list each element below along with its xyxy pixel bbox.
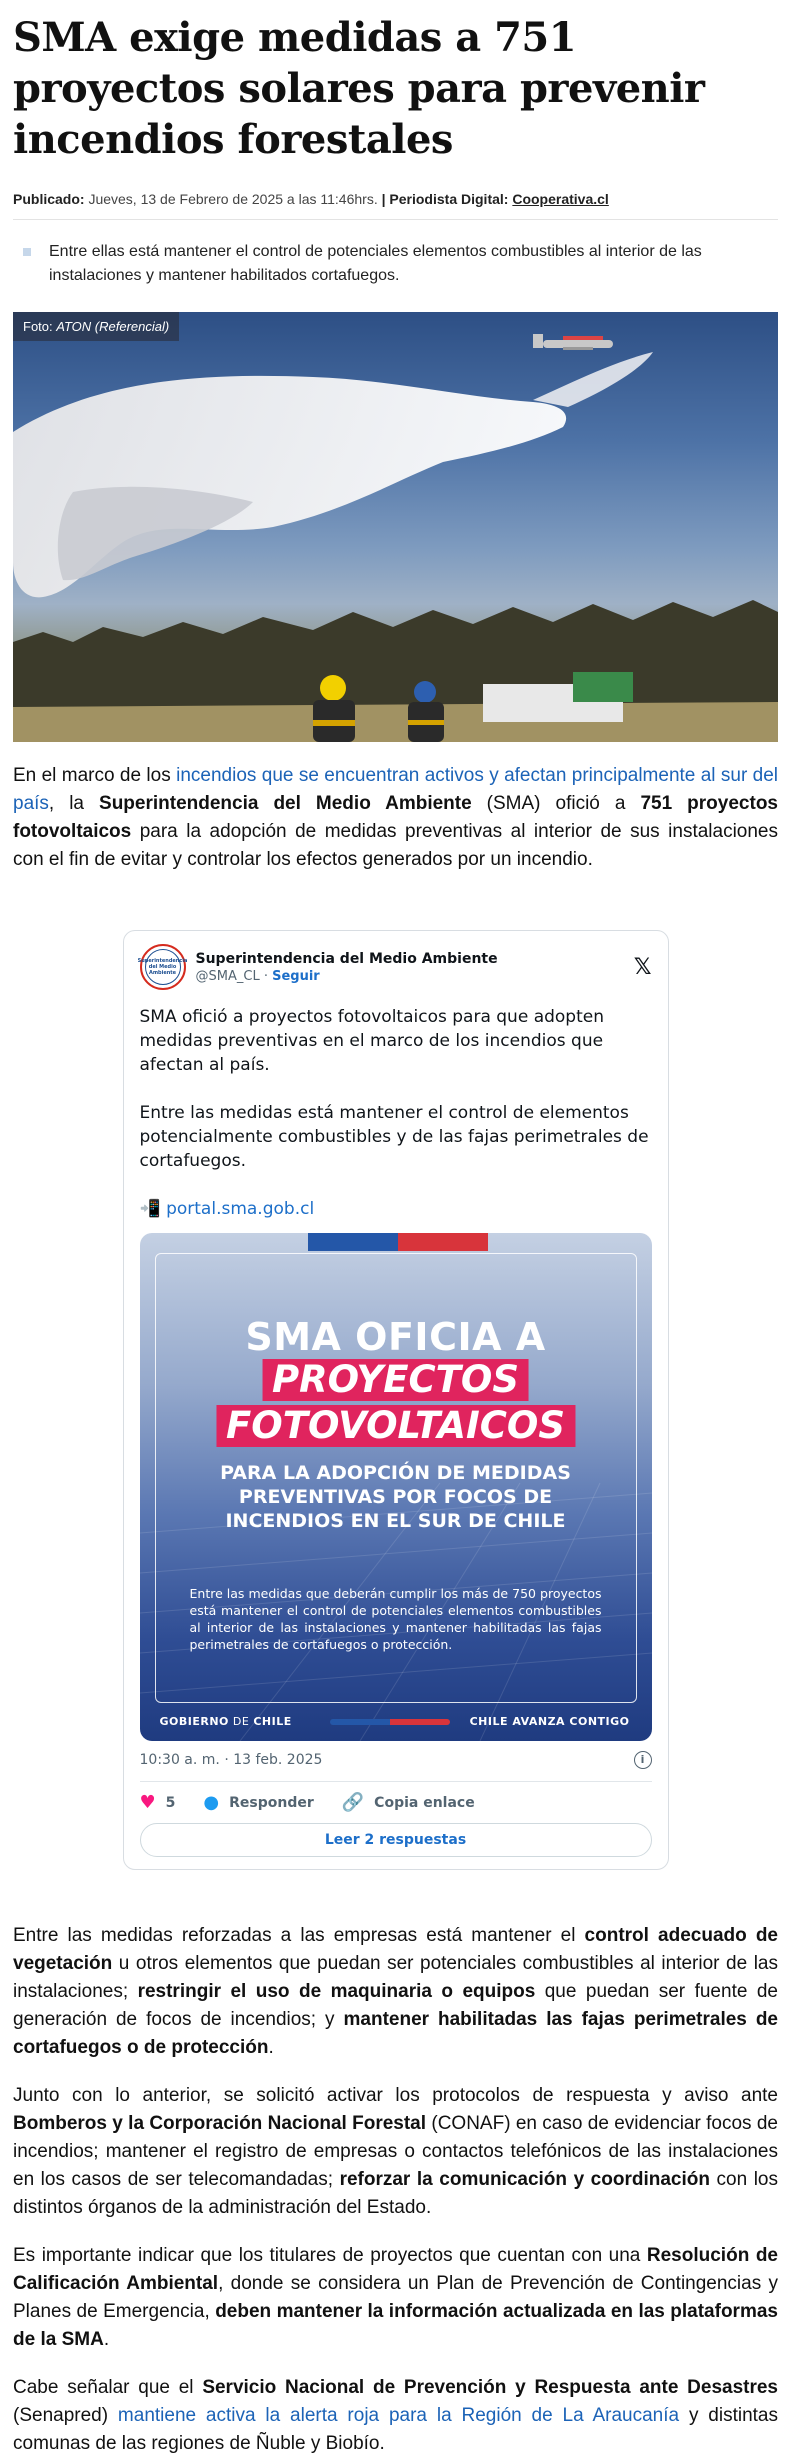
- bold-text: Servicio Nacional de Prevención y Respuesta ante Desastres: [202, 2377, 778, 2398]
- bold-text: reforzar la comunicación y coordinación: [339, 2169, 710, 2190]
- tweet-timestamp[interactable]: 10:30 a. m. · 13 feb. 2025: [139, 1752, 323, 1768]
- copy-link-label: Copia enlace: [374, 1794, 475, 1811]
- bold-text: Superintendencia del Medio Ambiente: [99, 793, 472, 814]
- published-date: Jueves, 13 de Febrero de 2025 a las 11:46hrs.: [88, 191, 378, 207]
- card-title: SMA OFICIA A: [245, 1315, 546, 1359]
- read-replies-button[interactable]: Leer 2 respuestas: [140, 1823, 652, 1857]
- text-span: y distintas comunas de las regiones de Ñuble y Biobío.: [13, 2405, 778, 2454]
- dot-separator: ·: [263, 968, 268, 984]
- journalist-label: Periodista Digital:: [389, 191, 509, 207]
- photo-credit: [13, 312, 179, 341]
- footer-gobierno: GOBIERNO: [159, 1715, 229, 1728]
- summary-bullet: [13, 240, 778, 288]
- text-span: que puedan ser fuente de generación de focos de incendios; y: [13, 1981, 778, 2030]
- bold-text: 751 proyectos fotovoltaicos: [13, 793, 778, 842]
- footer-chile: CHILE: [253, 1715, 292, 1728]
- card-highlight-1: PROYECTOS: [262, 1359, 529, 1401]
- reply-button[interactable]: [203, 1792, 313, 1813]
- follow-button[interactable]: Seguir: [272, 968, 320, 984]
- footer-de: DE: [228, 1715, 254, 1728]
- paragraph-2: [13, 1922, 778, 2062]
- card-body: Entre las medidas que deberán cumplir los más de 750 proyectos está mantener el control de potenciales elementos combustibles al interior de las instalaciones y mantener habilitadas las fajas perimetrales de cortafuegos o protección.: [189, 1586, 602, 1652]
- text-span: (CONAF) en caso de evidenciar focos de incendios; mantener el registro de empresas o contactos telefónicos de las instalaciones en los casos de ser telecomandadas;: [13, 2113, 778, 2190]
- reply-label: Responder: [229, 1794, 314, 1811]
- text-span: , donde se considera un Plan de Prevención de Contingencias y Planes de Emergencia,: [13, 2273, 779, 2322]
- text-span: En el marco de los: [13, 765, 177, 786]
- journalist-link[interactable]: Cooperativa.cl: [512, 191, 609, 207]
- text-span: Cabe señalar que el: [13, 2377, 203, 2398]
- photo-credit-value: ATON (Referencial): [56, 319, 170, 334]
- bold-text: restringir el uso de maquinaria o equipos: [137, 1981, 536, 2002]
- bold-text: Bomberos y la Corporación Nacional Forestal: [13, 2113, 427, 2134]
- text-span: u otros elementos que puedan ser potenciales combustibles al interior de las instalaciones;: [13, 1953, 778, 2002]
- bold-text: deben mantener la información actualizada en las plataformas de la SMA: [13, 2301, 778, 2350]
- text-span: con los distintos órganos de la administración del Estado.: [13, 2169, 778, 2218]
- text-span: (Senapred): [13, 2405, 118, 2426]
- like-count: 5: [165, 1794, 176, 1811]
- tweet-text-2: Entre las medidas está mantener el control de elementos potencialmente combustibles y de las fajas perimetrales de cortafuegos.: [139, 1103, 649, 1171]
- byline-separator: |: [381, 191, 386, 207]
- text-span: Junto con lo anterior, se solicitó activar los protocolos de respuesta y aviso ante: [13, 2085, 778, 2106]
- published-label: Publicado:: [13, 191, 85, 207]
- author-handle[interactable]: @SMA_CL: [195, 968, 260, 984]
- tweet-header: [137, 943, 652, 991]
- card-footer-stripe: [330, 1719, 450, 1725]
- embedded-tweet: [123, 930, 669, 1870]
- text-span: Es importante indicar que los titulares de proyectos que cuentan con una: [13, 2245, 647, 2266]
- tweet-actions: [140, 1792, 652, 1813]
- wildfires-link[interactable]: incendios que se encuentran activos y afectan principalmente al sur del país: [13, 765, 779, 814]
- tweet-link-row: [140, 1197, 652, 1221]
- reply-bubble-icon: ●: [203, 1792, 220, 1813]
- x-logo-icon[interactable]: 𝕏: [633, 954, 652, 980]
- text-span: .: [268, 2037, 274, 2058]
- avatar[interactable]: [137, 944, 188, 990]
- avatar-logo: Superintendencia del Medio Ambiente: [145, 949, 181, 985]
- tweet-media-card[interactable]: [140, 1233, 652, 1741]
- red-alert-link[interactable]: mantiene activa la alerta roja para la Región de La Araucanía: [117, 2405, 680, 2426]
- paragraph-1: [13, 762, 778, 874]
- text-span: , la: [48, 793, 100, 814]
- info-icon[interactable]: i: [634, 1751, 652, 1769]
- card-footer-gobierno: [160, 1715, 292, 1728]
- heart-icon: ♥: [139, 1792, 156, 1813]
- firefighting-scene-image: [13, 312, 778, 742]
- bold-text: Resolución de Calificación Ambiental: [13, 2245, 778, 2294]
- copy-link-button[interactable]: [342, 1792, 475, 1813]
- paragraph-4: [13, 2242, 778, 2354]
- airplane-icon: [533, 334, 613, 350]
- card-highlight-2: FOTOVOLTAICOS: [216, 1405, 575, 1447]
- tweet-link[interactable]: portal.sma.gob.cl: [166, 1199, 315, 1219]
- article-photo: [13, 312, 778, 742]
- author-handle-row: [196, 969, 634, 984]
- text-span: Entre las medidas reforzadas a las empresas está mantener el: [13, 1925, 585, 1946]
- paragraph-5: [13, 2374, 778, 2458]
- text-span: (SMA) ofició a: [471, 793, 641, 814]
- card-footer-slogan: CHILE AVANZA CONTIGO: [469, 1715, 630, 1728]
- tweet-timestamp-row: [140, 1751, 652, 1782]
- tweet-text-1: SMA ofició a proyectos fotovoltaicos para que adopten medidas preventivas en el marco de los incendios que afectan al país.: [139, 1007, 604, 1075]
- text-span: para la adopción de medidas preventivas al interior de sus instalaciones con el fin de evitar y controlar los efectos generados por un incendio.: [13, 821, 778, 870]
- bold-text: control adecuado de vegetación: [13, 1925, 778, 1974]
- paragraph-3: [13, 2082, 778, 2222]
- card-subtitle: PARA LA ADOPCIÓN DE MEDIDAS PREVENTIVAS POR FOCOS DE INCENDIOS EN EL SUR DE CHILE: [220, 1462, 571, 1532]
- mobile-phone-arrow-icon: 📲: [139, 1199, 161, 1219]
- author-name[interactable]: Superintendencia del Medio Ambiente: [195, 950, 498, 967]
- byline: [13, 191, 778, 220]
- photo-credit-label: Foto:: [23, 319, 53, 334]
- summary-text: Entre ellas está mantener el control de potenciales elementos combustibles al interior de las instalaciones y mantener habilitados cortafuegos.: [49, 243, 702, 284]
- tweet-author: [196, 951, 634, 984]
- bold-text: mantener habilitadas las fajas perimetrales de cortafuegos o de protección: [13, 2009, 778, 2058]
- link-icon: 🔗: [341, 1792, 365, 1813]
- text-span: .: [103, 2329, 110, 2350]
- article-headline: SMA exige medidas a 751 proyectos solares para prevenir incendios forestales: [13, 14, 705, 163]
- bullet-square-icon: [23, 248, 31, 256]
- chile-flag-bar: [308, 1233, 488, 1251]
- tweet-text: [140, 1005, 652, 1221]
- like-button[interactable]: [140, 1792, 176, 1813]
